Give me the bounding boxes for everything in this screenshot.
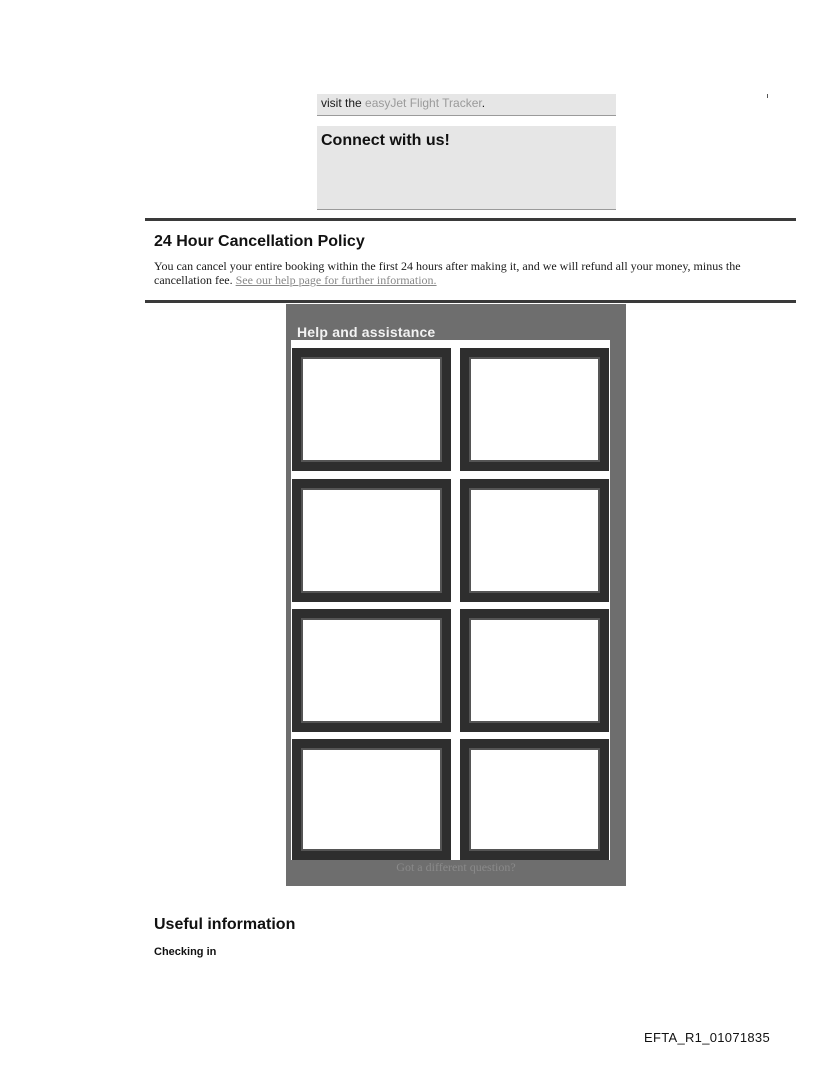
help-tile[interactable] <box>460 739 609 860</box>
useful-information-title: Useful information <box>154 916 296 933</box>
help-panel-title: Help and assistance <box>297 324 436 340</box>
help-tile-image <box>301 748 442 851</box>
help-tile-image <box>469 748 600 851</box>
document-id: EFTA_R1_01071835 <box>644 1030 770 1045</box>
help-tile[interactable] <box>292 348 451 471</box>
flight-tracker-suffix: . <box>481 96 486 110</box>
divider <box>145 218 796 221</box>
checking-in-heading: Checking in <box>154 946 217 958</box>
flight-tracker-box <box>317 94 616 116</box>
help-grid <box>291 340 610 860</box>
connect-title: Connect with us! <box>321 132 450 149</box>
help-tile[interactable] <box>292 739 451 860</box>
help-tile-image <box>469 357 600 462</box>
different-question-link[interactable]: Got a different question? <box>396 860 516 874</box>
help-page-link[interactable]: See our help page for further information. <box>235 273 437 287</box>
help-tile[interactable] <box>292 479 451 602</box>
page-mark <box>767 94 768 98</box>
cancellation-policy-title: 24 Hour Cancellation Policy <box>154 233 365 250</box>
help-tile[interactable] <box>460 479 609 602</box>
help-tile-image <box>469 618 600 723</box>
help-tile-image <box>301 357 442 462</box>
flight-tracker-link[interactable]: easyJet Flight Tracker <box>365 96 482 110</box>
help-tile[interactable] <box>460 609 609 732</box>
divider <box>145 300 796 303</box>
flight-tracker-prefix: visit the <box>321 96 366 110</box>
cancellation-policy-text <box>154 259 784 287</box>
cancellation-policy-body: You can cancel your entire booking within the first 24 hours after making it, and we will refund all your money, minus the cancellation fee. <box>154 259 741 287</box>
help-tile-image <box>301 488 442 593</box>
help-tile-image <box>469 488 600 593</box>
help-tile[interactable] <box>460 348 609 471</box>
help-tile[interactable] <box>292 609 451 732</box>
help-tile-image <box>301 618 442 723</box>
connect-box <box>317 126 616 210</box>
